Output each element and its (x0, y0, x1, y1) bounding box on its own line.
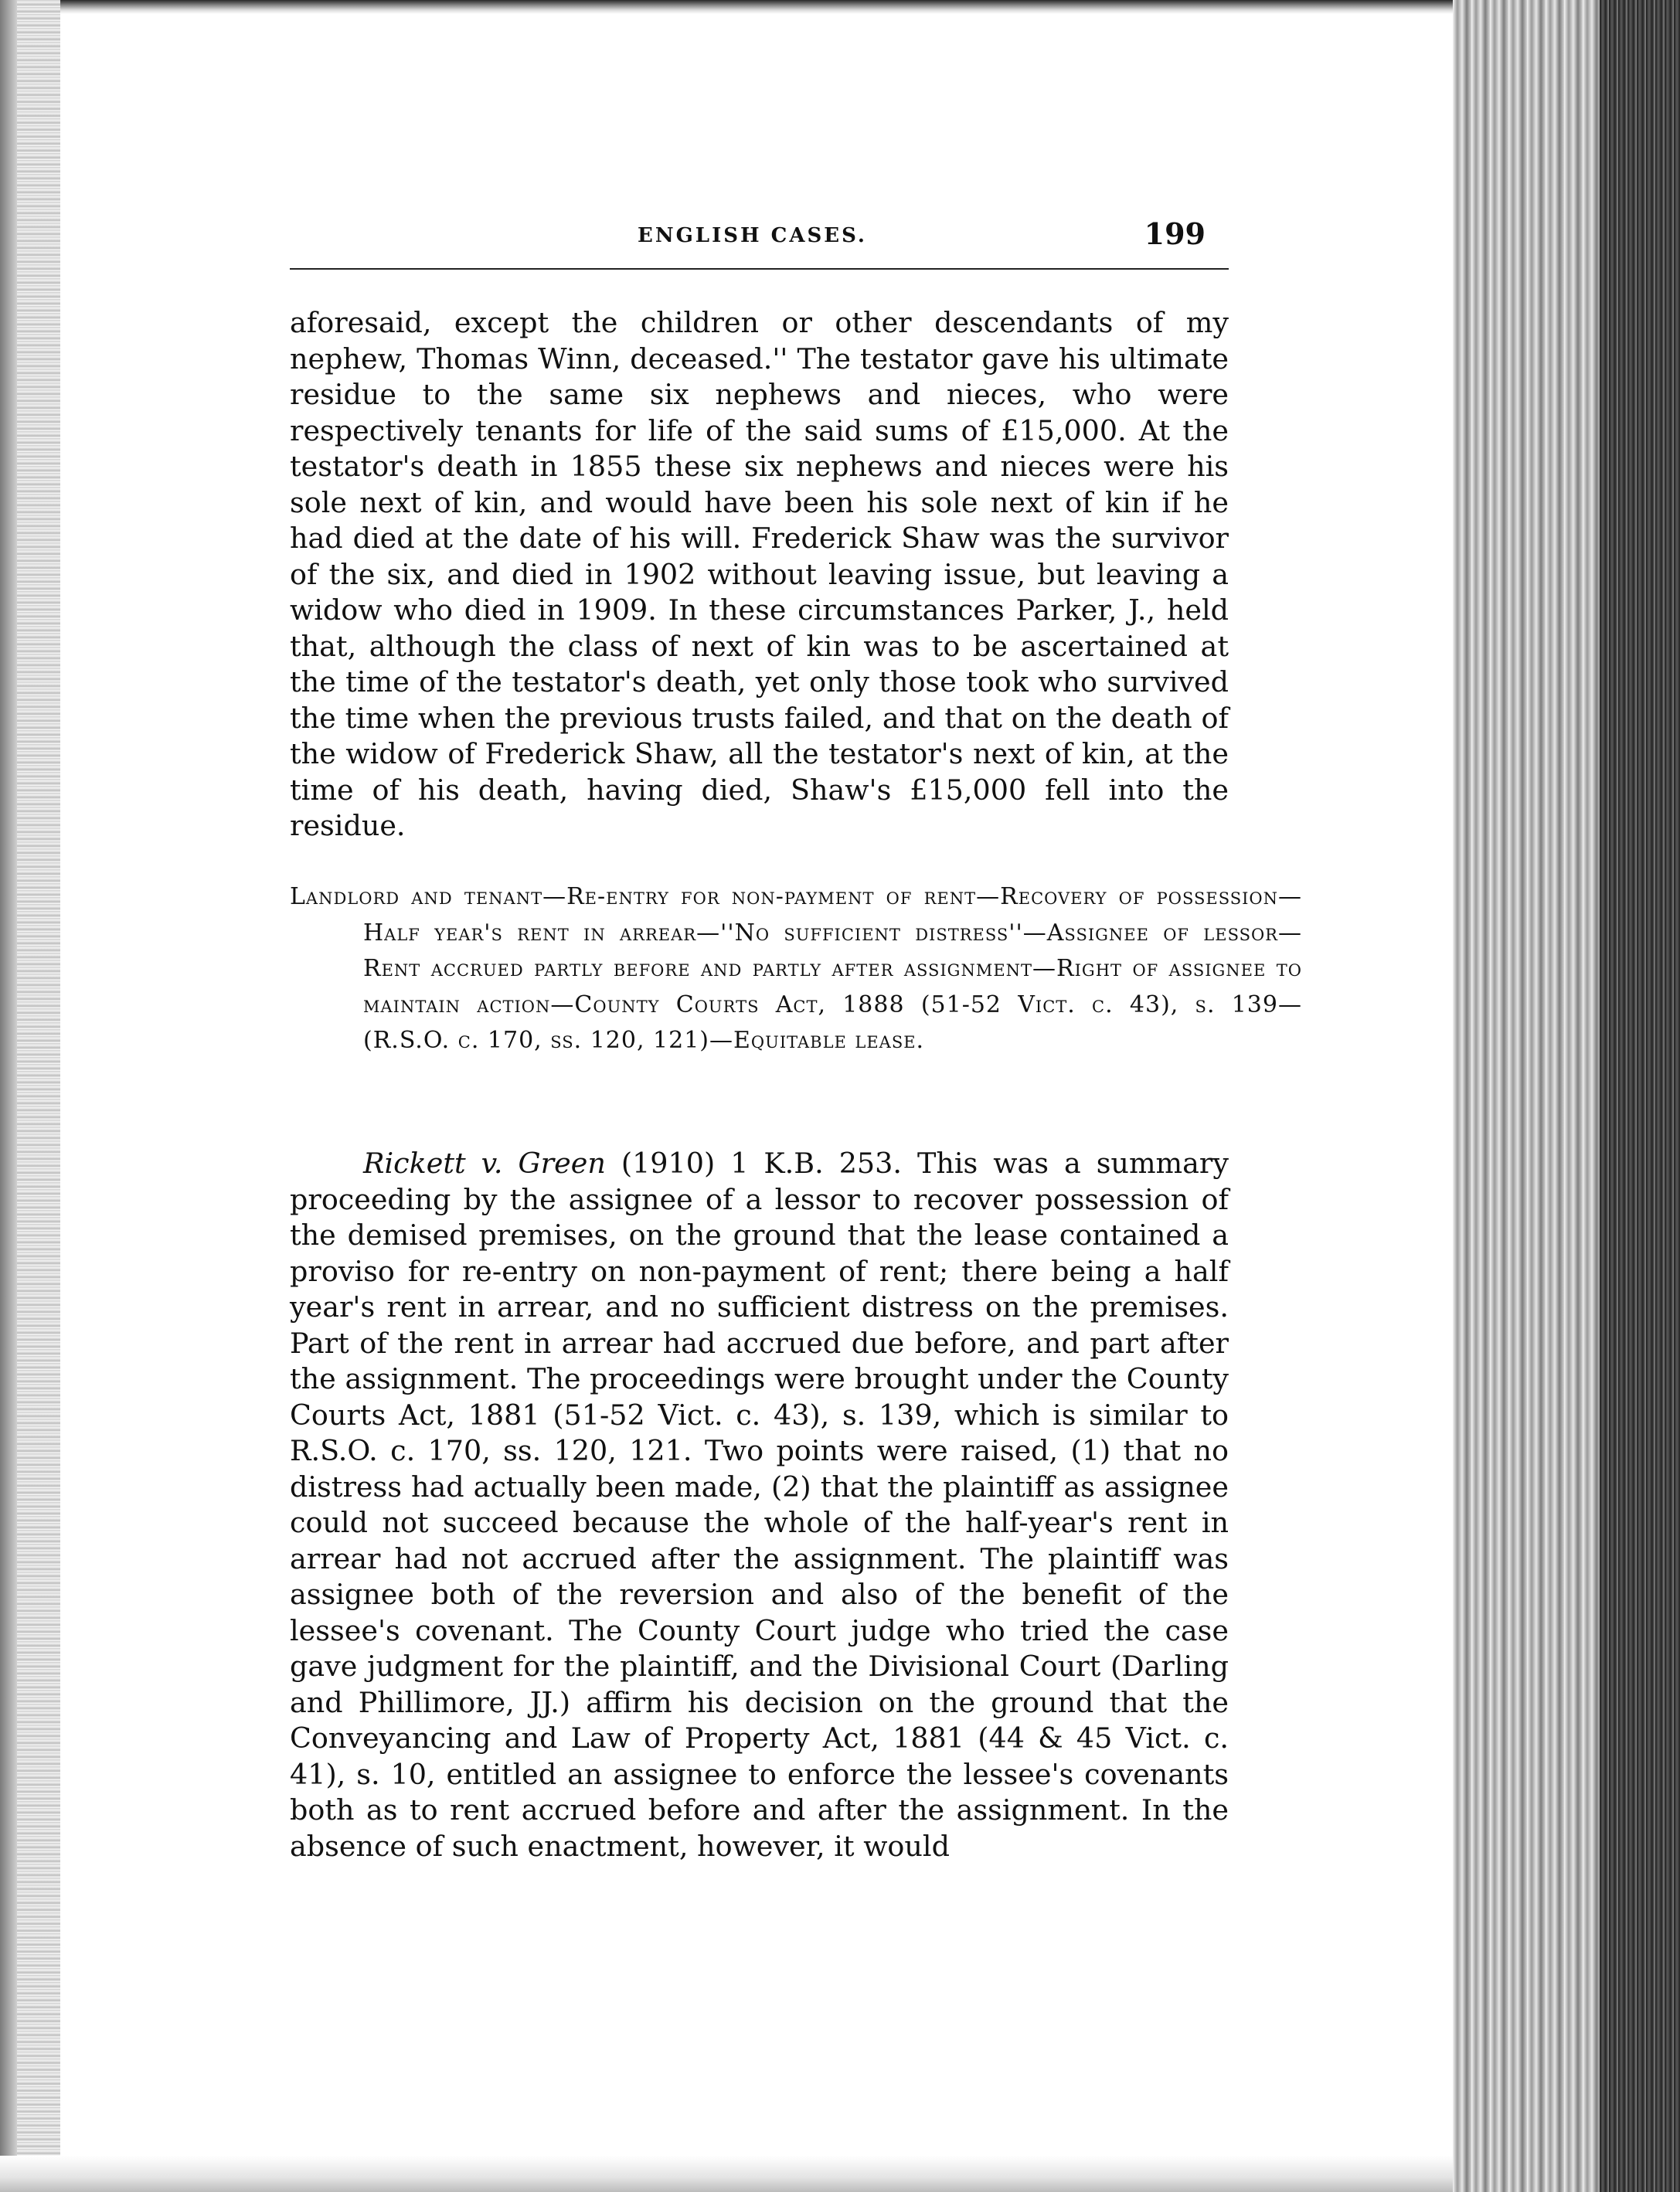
scan-binding-shadow (1600, 0, 1680, 2192)
page-number: 199 (1144, 216, 1206, 251)
paragraph-continued: aforesaid, except the children or other descendants of my nephew, Thomas Winn, deceased.'' The testator gave his ultimate residue to the same six nephews and nieces, who were respectively tenants for life of the said sums of £15,000. At the testator's death in 1855 these six nephews and nieces were his sole next of kin, and would have been his sole next of kin if he had died at the date of his will. Frederick Shaw was the survivor of the six, and died in 1902 without leaving issue, but leaving a widow who died in 1909. In these circumstances Parker, J., held that, although the class of next of kin was to be ascertained at the time of the testator's death, yet only those took who survived the time when the previous trusts failed, and that on the death of the widow of Frederick Shaw, all the testator's next of kin, at the time of his death, having died, Shaw's £15,000 fell into the residue. (290, 306, 1229, 842)
scan-top-edge (0, 0, 1680, 14)
case-summary: This was a summary proceeding by the assignee of a lessor to recover possession of the demised premises, on the ground that the lease contained a proviso for re-entry on non-payment of rent; there being a half year's rent in arrear, and no sufficient distress on the premises. Part of the rent in arrear had accrued due before, and part after the assignment. The proceedings were brought under the County Courts Act, 1881 (51-52 Vict. c. 43), s. 139, which is similar to R.S.O. c. 170, ss. 120, 121. Two points were raised, (1) that no distress had actually been made, (2) that the plaintiff as assignee could not succeed because the whole of the half-year's rent in arrear had not accrued after the assignment. The plaintiff was assignee both of the reversion and also of the benefit of the lessee's covenant. The County Court judge who tried the case gave judgment for the plaintiff, and the Divisional Court (Darling and Phillimore, JJ.) affirm his decision on the ground that the Conveyancing and Law of Property Act, 1881 (44 & 45 Vict. c. 41), s. 10, entitled an assignee to enforce the lessee's covenants both as to rent accrued before and after the assignment. In the absence of such enactment, however, it would (290, 1147, 1229, 1863)
scan-bottom-edge (0, 2156, 1453, 2192)
running-head (290, 216, 1229, 263)
case-headnote: Landlord and tenant—Re-entry for non-payment of rent—Recovery of possession—Half year's rent in arrear—''No sufficient distress''—Assignee of lessor—Rent accrued partly before and partly after assignment—Right of assignee to maintain action—County Courts Act, 1888 (51-52 Vict. c. 43), s. 139—(R.S.O. c. 170, ss. 120, 121)—Equitable lease. (290, 883, 1302, 1054)
case-paragraph (290, 1146, 1229, 1864)
case-name: Rickett v. Green (363, 1147, 606, 1180)
header-rule (290, 268, 1229, 270)
running-title: ENGLISH CASES. (638, 224, 867, 247)
scan-left-shadow (0, 0, 17, 2192)
case-citation: (1910) 1 K.B. 253. (605, 1147, 917, 1180)
